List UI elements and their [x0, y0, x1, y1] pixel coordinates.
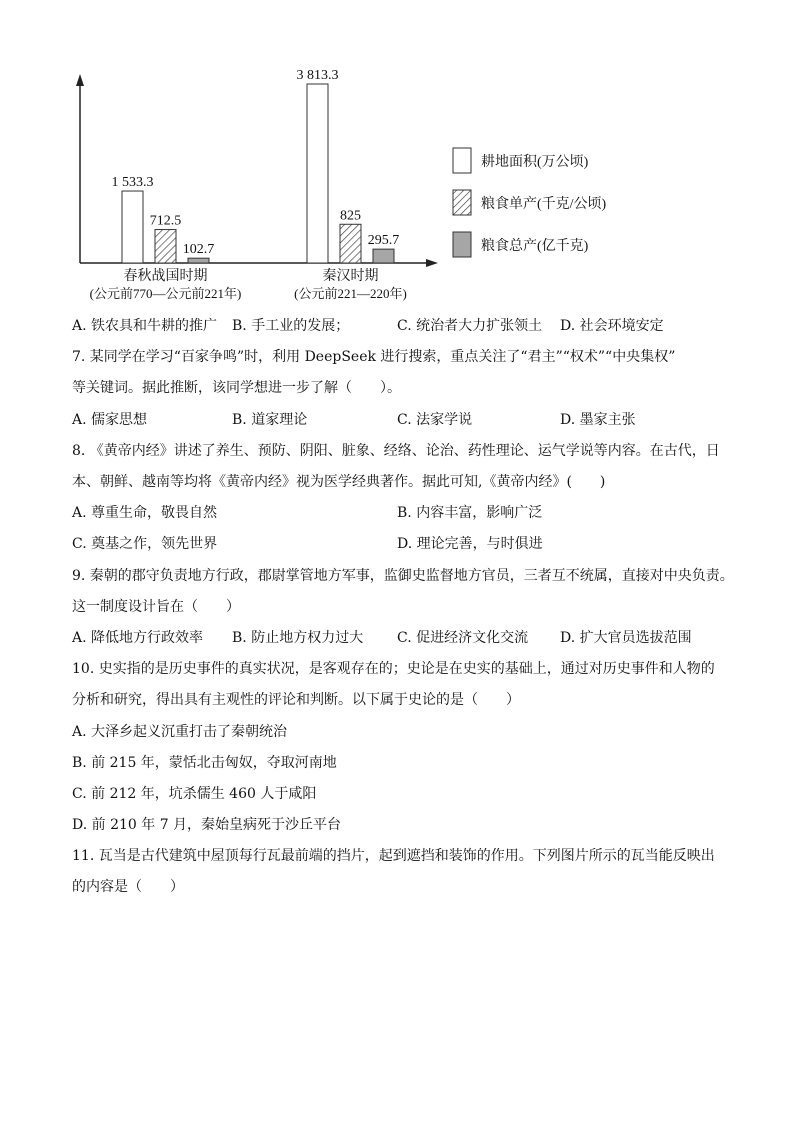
legend-label-2: 粮食总产(亿千克) — [481, 239, 589, 254]
q8-option-d[interactable]: D. 理论完善，与时俱进 — [397, 536, 543, 552]
q10-option-c[interactable]: C. 前 212 年，坑杀儒生 460 人于咸阳 — [72, 786, 317, 802]
q7-option-a[interactable]: A. 儒家思想 — [72, 412, 148, 428]
q10-stem-line2: 分析和研究，得出具有主观性的评论和判断。以下属于史论的是（ ） — [72, 692, 520, 708]
legend-swatch-2 — [453, 232, 471, 257]
q7-option-c[interactable]: C. 法家学说 — [397, 412, 473, 428]
data-label-0-1: 712.5 — [149, 213, 182, 229]
q10-option-b[interactable]: B. 前 215 年，蒙恬北击匈奴，夺取河南地 — [72, 755, 337, 771]
bar-1-1 — [340, 224, 361, 263]
bar-1-0 — [307, 84, 328, 263]
q9-stem-line1: 9. 秦朝的郡守负责地方行政，郡尉掌管地方军事，监御史监督地方官员，三者互不统属，直接对中央负责。 — [72, 568, 734, 584]
bar-0-1 — [155, 230, 176, 263]
q11-stem-line1: 11. 瓦当是古代建筑中屋顶每行瓦最前端的挡片，起到遮挡和装饰的作用。下列图片所示的瓦当能反映出 — [72, 848, 715, 864]
q9-stem-line2: 这一制度设计旨在（ ） — [72, 599, 240, 615]
q10-option-d[interactable]: D. 前 210 年 7 月，秦始皇病死于沙丘平台 — [72, 817, 342, 833]
data-label-1-1: 825 — [340, 208, 361, 224]
bar-chart — [60, 56, 640, 306]
legend-swatch-1 — [453, 190, 471, 215]
q8-option-b[interactable]: B. 内容丰富，影响广泛 — [397, 505, 543, 521]
q9-option-d[interactable]: D. 扩大官员选拔范围 — [560, 630, 692, 646]
q11-stem-line2: 的内容是（ ） — [72, 879, 184, 895]
x-category-sublabel-1: (公元前221—220年) — [294, 286, 407, 301]
bar-0-0 — [122, 191, 143, 263]
x-category-label-0: 春秋战国时期 — [123, 269, 208, 284]
y-axis-arrow — [76, 74, 84, 86]
q6-option-c[interactable]: C. 统治者大力扩张领土 — [397, 318, 543, 334]
x-axis-arrow — [426, 259, 438, 267]
q9-option-c[interactable]: C. 促进经济文化交流 — [397, 630, 529, 646]
data-label-0-0: 1 533.3 — [111, 175, 154, 191]
q6-option-a[interactable]: A. 铁农具和牛耕的推广 — [72, 318, 218, 334]
bar-1-2 — [373, 249, 394, 263]
q10-stem-line1: 10. 史实指的是历史事件的真实状况，是客观存在的；史论是在史实的基础上，通过对历史事件和人物的 — [72, 661, 715, 677]
q8-option-a[interactable]: A. 尊重生命，敬畏自然 — [72, 505, 218, 521]
x-category-label-1: 秦汉时期 — [322, 269, 379, 284]
q6-option-b[interactable]: B. 手工业的发展； — [232, 318, 350, 334]
q7-option-b[interactable]: B. 道家理论 — [232, 412, 308, 428]
q6-option-d[interactable]: D. 社会环境安定 — [560, 318, 664, 334]
legend-label-1: 粮食单产(千克/公顷) — [481, 197, 607, 212]
q10-option-a[interactable]: A. 大泽乡起义沉重打击了秦朝统治 — [72, 724, 288, 740]
data-label-1-0: 3 813.3 — [296, 68, 339, 83]
x-category-sublabel-0: (公元前770—公元前221年) — [89, 286, 242, 301]
bar-0-2 — [188, 258, 209, 263]
data-label-0-2: 102.7 — [182, 242, 215, 258]
data-label-1-2: 295.7 — [367, 233, 400, 249]
q8-stem-line2: 本、朝鲜、越南等均将《黄帝内经》视为医学经典著作。据此可知,《黄帝内经》( ) — [72, 474, 606, 490]
legend-swatch-0 — [453, 148, 471, 173]
q8-stem-line1: 8. 《黄帝内经》讲述了养生、预防、阴阳、脏象、经络、论治、药性理论、运气学说等内容。在古代，日 — [72, 443, 720, 459]
q7-option-d[interactable]: D. 墨家主张 — [560, 412, 636, 428]
q9-option-a[interactable]: A. 降低地方行政效率 — [72, 630, 204, 646]
q7-stem-line1: 7. 某同学在学习“百家争鸣”时，利用 DeepSeek 进行搜索，重点关注了“君主”“权术”“中央集权” — [72, 349, 676, 365]
q7-stem-line2: 等关键词。据此推断，该同学想进一步了解（ ）。 — [72, 380, 401, 396]
q8-option-c[interactable]: C. 奠基之作，领先世界 — [72, 536, 218, 552]
legend-label-0: 耕地面积(万公顷) — [481, 155, 589, 170]
q9-option-b[interactable]: B. 防止地方权力过大 — [232, 630, 364, 646]
